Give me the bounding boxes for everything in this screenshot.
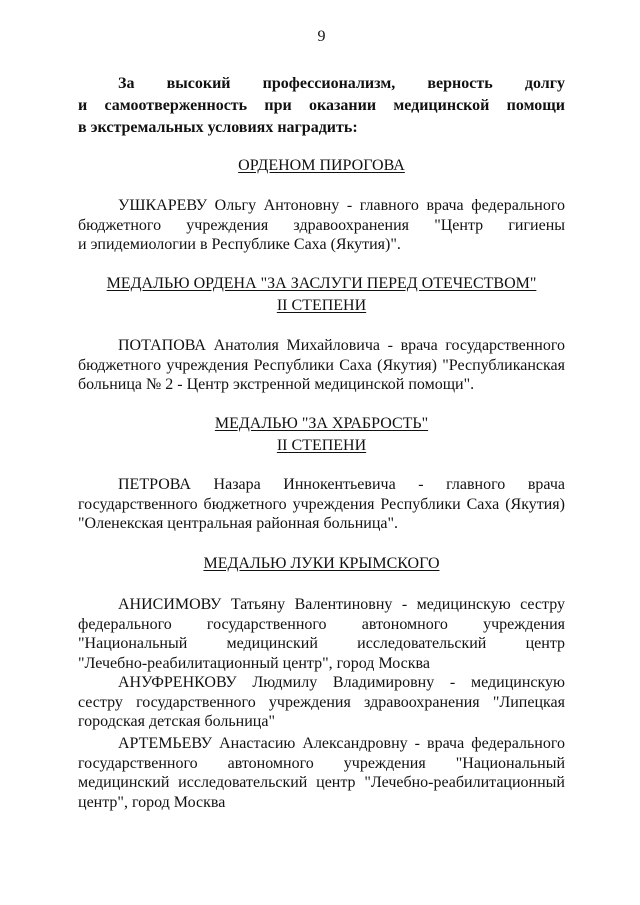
award-heading-merit-medal [78,273,565,317]
heading-line: ОРДЕНОМ ПИРОГОВА [238,157,405,174]
entry-line: центр", город Москва [78,793,226,811]
entry-line: федерального государственного автономного учреждения [78,615,565,633]
award-entry-petrov [78,475,565,534]
entry-line: государственного бюджетного учреждения Республики Саха (Якутия) [78,495,565,513]
award-intro [78,73,565,139]
entry-line: медицинский исследовательский центр "Лечебно-реабилитационный [78,774,565,791]
entry-line: государственного автономного учреждения "Национальный [78,754,565,772]
heading-line: II СТЕПЕНИ [276,297,367,314]
entry-line: АРТЕМЬЕВУ Анастасию Александровну - врача федерального [118,735,565,752]
entry-line: ПОТАПОВА Анатолия Михайловича - врача государственного [118,337,565,354]
entry-line: "Лечебно-реабилитационный центр", город Москва [78,654,430,672]
award-entry-artemyeva [78,734,565,812]
page-number: 9 [317,28,326,45]
intro-line: За высокий профессионализм, верность долгу [118,75,565,92]
intro-line: в экстремальных условиях наградить: [78,119,358,136]
award-entry-potapov [78,336,565,395]
entry-line: бюджетного учреждения Республики Саха (Якутия) "Республиканская [78,356,565,374]
entry-line: АНУФРЕНКОВУ Людмилу Владимировну - медицинскую [118,674,565,691]
award-heading-courage-medal [78,413,565,457]
heading-line: МЕДАЛЬЮ "ЗА ХРАБРОСТЬ" [214,415,429,432]
entry-line: АНИСИМОВУ Татьяну Валентиновну - медицинскую сестру [118,596,565,613]
entry-line: сестру государственного учреждения здравоохранения "Липецкая [78,693,565,711]
heading-line: МЕДАЛЬЮ ОРДЕНА "ЗА ЗАСЛУГИ ПЕРЕД ОТЕЧЕСТВОМ" [106,275,537,292]
award-heading-luka-krymsky-medal [78,553,565,575]
entry-line: и эпидемиологии в Республике Саха (Якутия)". [78,236,401,253]
entry-line: УШКАРЕВУ Ольгу Антоновну - главного врача федерального [118,197,565,214]
entry-line: "Оленекская центральная районная больница". [78,515,399,532]
award-entry-anisimova [78,595,565,673]
intro-line: и самоотверженность при оказании медицинской помощи [78,97,565,114]
entry-line: городская детская больница" [78,713,275,730]
heading-line: МЕДАЛЬЮ ЛУКИ КРЫМСКОГО [203,555,440,572]
entry-line: больница № 2 - Центр экстренной медицинской помощи". [78,376,475,393]
heading-line: II СТЕПЕНИ [276,437,367,454]
award-entry-ushkareva [78,196,565,255]
entry-line: бюджетного учреждения здравоохранения "Центр гигиены [78,216,565,234]
award-entry-anufrenkova [78,673,565,732]
entry-line: "Национальный медицинский исследовательский центр [78,635,565,652]
award-heading-pirogov-order [78,155,565,177]
entry-line: ПЕТРОВА Назара Иннокентьевича - главного врача [118,476,565,493]
